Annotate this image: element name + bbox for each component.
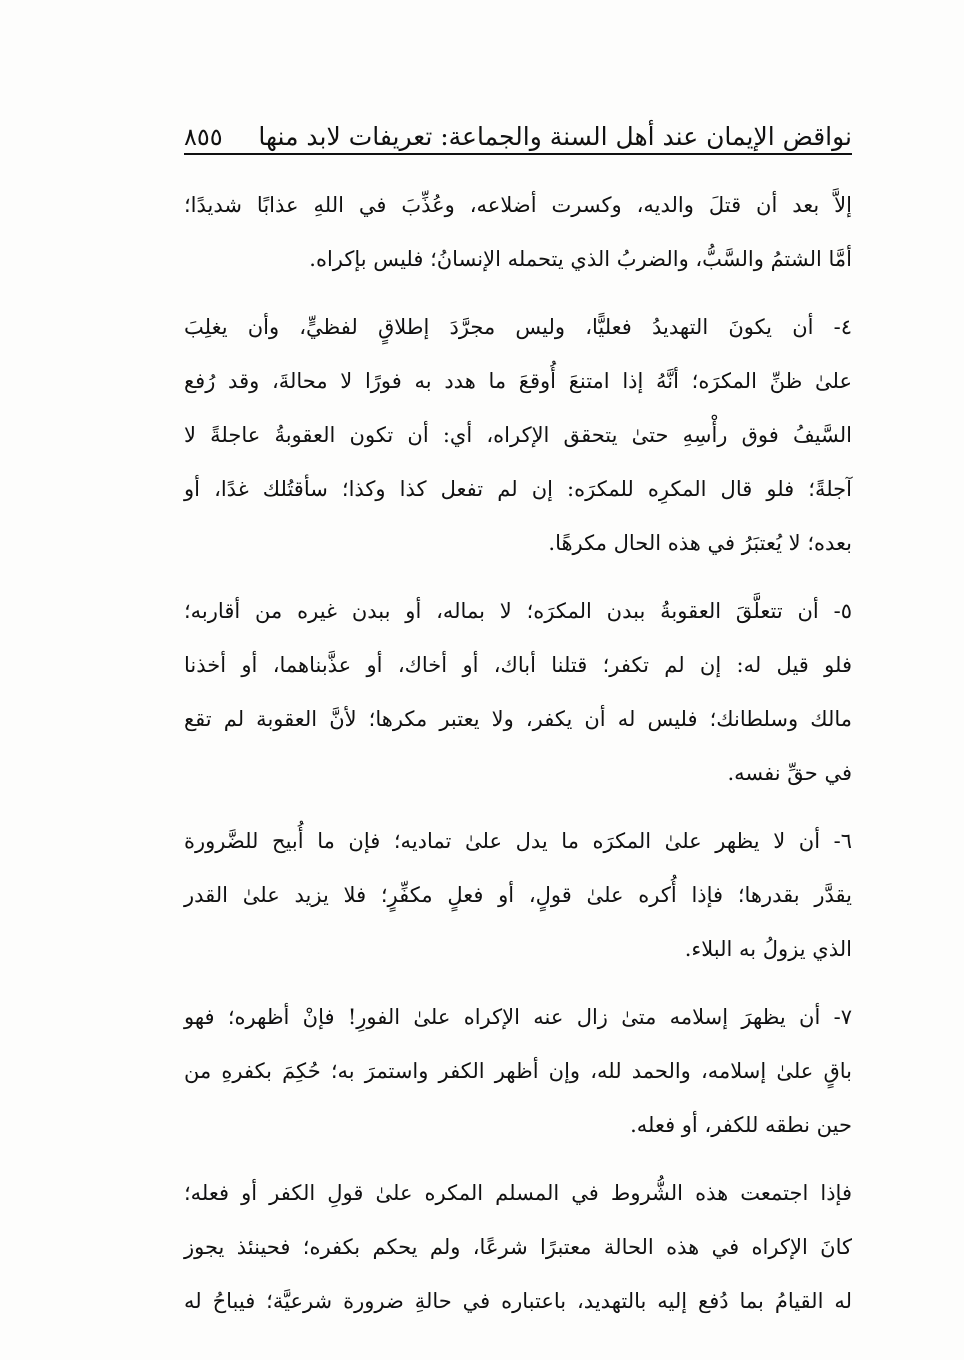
paragraph-condition-4 bbox=[184, 300, 852, 570]
text-line: فلو قيل له: إن لم تكفر؛ قتلنا أباك، أو أخاك، أو عذَّبناهما، أو أخذنا bbox=[184, 653, 852, 677]
header-rule bbox=[184, 153, 852, 155]
paragraph-continuation bbox=[184, 178, 852, 286]
text-line: يقدَّر بقدرها؛ فإذا أُكره علىٰ قولٍ، أو فعلٍ مكفِّرٍ؛ فلا يزيد علىٰ القدر bbox=[184, 883, 852, 907]
text-line: في حقِّ نفسه. bbox=[727, 761, 852, 785]
text-line: آجلةً؛ فلو قال المكرِه للمكرَه: إن لم تفعل كذا وكذا؛ سأقتُلك غدًا، أو bbox=[184, 477, 852, 501]
paragraph-condition-5 bbox=[184, 584, 852, 800]
paragraph-condition-7 bbox=[184, 990, 852, 1152]
text-line: كانَ الإكراه في هذه الحالة معتبرًا شرعًا، ولم يحكم بكفره؛ فحينئذ يجوز bbox=[184, 1235, 852, 1259]
text-line: حين نطقه للكفر، أو فعله. bbox=[630, 1113, 852, 1137]
page-header bbox=[184, 112, 852, 154]
running-title: نواقض الإيمان عند أهل السنة والجماعة: تعريفات لابد منها bbox=[258, 122, 852, 151]
text-line: فإذا اجتمعت هذه الشُّروط في المسلم المكره علىٰ قولِ الكفر أو فعله؛ bbox=[184, 1181, 852, 1205]
text-line: ٥- أن تتعلَّقَ العقوبةُ ببدن المكرَه؛ لا بماله، أو ببدن غيره من أقاربه؛ bbox=[184, 599, 852, 623]
text-line: إلاَّ بعد أن قتلَ والديه، وكسرت أضلاعه، وعُذِّبَ في اللهِ عذابًا شديدًا؛ bbox=[184, 193, 852, 217]
text-line: بعده؛ لا يُعتبَرُ في هذه الحال مكرهًا. bbox=[548, 531, 852, 555]
text-line: السَّيفُ فوق رأْسِهِ حتىٰ يتحقق الإكراه، أي: أن تكون العقوبةُ عاجلةً لا bbox=[184, 423, 852, 447]
paragraph-conclusion bbox=[184, 1166, 852, 1328]
text-line: له القيامُ بما دُفع إليه بالتهديد، باعتباره في حالةِ ضرورة شرعيَّة؛ فيباحُ له bbox=[184, 1289, 852, 1313]
page-body bbox=[184, 178, 852, 1328]
page-number: ٨٥٥ bbox=[184, 123, 223, 151]
text-line: أمَّا الشتمُ والسَّبُّ، والضربُ الذي يتحمله الإنسانُ؛ فليس بإكراه. bbox=[309, 247, 852, 271]
text-line: باقٍ علىٰ إسلامه، والحمد لله، وإن أظهر الكفر واستمرَ به؛ حُكِمَ بكفرهِ من bbox=[184, 1059, 852, 1083]
paragraph-condition-6 bbox=[184, 814, 852, 976]
text-line: مالك وسلطانك؛ فليس له أن يكفر، ولا يعتبر مكرها؛ لأنَّ العقوبة لم تقع bbox=[184, 707, 852, 731]
text-line: ٧- أن يظهرَ إسلامه متىٰ زال عنه الإكراه علىٰ الفورِ! فإنْ أظهره؛ فهو bbox=[184, 1005, 852, 1029]
text-line: الذي يزولُ به البلاء. bbox=[684, 937, 852, 961]
text-line: ٦- أن لا يظهر علىٰ المكرَه ما يدل علىٰ تماديه؛ فإن ما أُبيح للضَّرورة bbox=[184, 829, 852, 853]
text-line: علىٰ ظنِّ المكرَه؛ أنَّهُ إذا امتنعَ أُوقعَ ما هدد به فورًا لا محالةَ، وقد رُفع bbox=[184, 369, 852, 393]
text-line: ٤- أن يكونَ التهديدُ فعليًّا، وليس مجرَّدَ إطلاقٍ لفظيٍّ، وأن يغلِبَ bbox=[184, 315, 852, 339]
